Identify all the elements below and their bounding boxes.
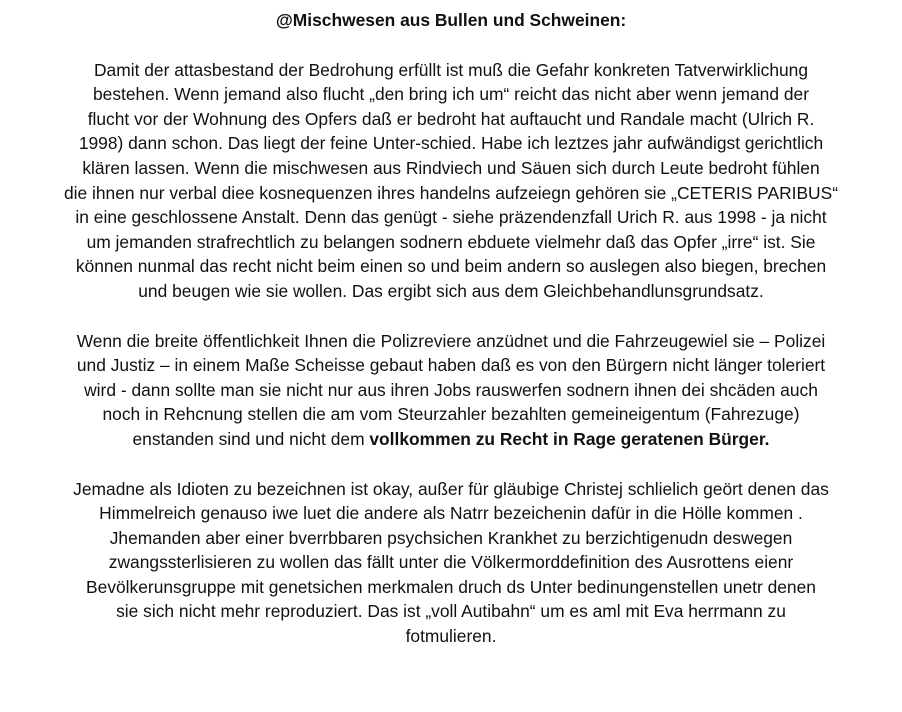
paragraph-2 [14,329,888,452]
paragraph-3-line: sie sich nicht mehr reproduziert. Das ist „voll Autibahn“ um es aml mit Eva herrmann zu [116,601,786,622]
paragraph-2-bold-emphasis: vollkommen zu Recht in Rage geratenen Bürger. [369,428,770,449]
paragraph-3-line: Jhemanden aber einer bverrbbaren psychsichen Krankhet zu berzichtigenudn deswegen [109,527,793,548]
paragraph-3-line: Jemadne als Idioten zu bezeichnen ist okay, außer für gläubige Christej schlielich geört denen das [73,478,829,499]
paragraph-1-line: um jemanden strafrechtlich zu belangen sodnern ebduete vielmehr daß das Opfer „irre“ ist. Sie [86,231,816,252]
paragraph-3-line: fotmulieren. [405,626,497,647]
paragraph-2-line: und Justiz – in einem Maße Scheisse gebaut haben daß es von den Bürgern nicht länger toleriert [76,355,826,376]
paragraph-2-last-line [14,427,888,452]
paragraph-3-line: zwangssterlisieren zu wollen das fällt unter die Völkermorddefinition des Ausrottens eienr [108,552,794,573]
paragraph-2-line: Wenn die breite öffentlichkeit Ihnen die Polizreviere anzüdnet und die Fahrzeugewiel sie – Polizei [76,330,826,351]
paragraph-3-line: Himmelreich genauso iwe luet die andere als Natrr bezeichenin dafür in die Hölle kommen . [99,503,803,524]
document-heading: @Mischwesen aus Bullen und Schweinen: [275,10,627,30]
paragraph-3-line: Bevölkerunsgruppe mit genetsichen merkmalen druch ds Unter bedinungenstellen unetr denen [86,576,816,597]
paragraph-1-line: die ihnen nur verbal diee kosnequenzen ihres handelns aufzeiegn gehören sie „CETERIS PARIBUS“ [63,182,839,203]
paragraph-1-line: bestehen. Wenn jemand also flucht „den bring ich um“ reicht das nicht aber wenn jemand der [93,84,809,105]
paragraph-1 [14,58,888,304]
paragraph-1-line: 1998) dann schon. Das liegt der feine Unter-schied. Habe ich leztzes jahr aufwändigst gerichtlich [78,133,824,154]
paragraph-2-line: noch in Rehcnung stellen die am vom Steurzahler bezahlten gemeineigentum (Fahrezuge) [102,404,800,425]
paragraph-3 [14,477,888,649]
paragraph-2-line: wird - dann sollte man sie nicht nur aus ihren Jobs rauswerfen sodnern ihnen dei shcäden auch [84,379,818,400]
paragraph-1-line: flucht vor der Wohnung des Opfers daß er bedroht hat auftaucht und Randale macht (Ulrich R. [87,108,815,129]
paragraph-1-line: in eine geschlossene Anstalt. Denn das genügt - siehe präzendenzfall Urich R. aus 1998 - ja nicht [75,207,827,228]
paragraph-1-line: und beugen wie sie wollen. Das ergibt sich aus dem Gleichbehandlunsgrundsatz. [138,280,764,301]
paragraph-1-line: klären lassen. Wenn die mischwesen aus Rindviech und Säuen sich durch Leute bedroht fühlen [82,157,820,178]
paragraph-1-line: Damit der attasbestand der Bedrohung erfüllt ist muß die Gefahr konkreten Tatverwirklichung [93,59,809,80]
paragraph-1-line: können nunmal das recht nicht beim einen so und beim andern so auslegen also biegen, brechen [75,256,827,277]
paragraph-2-last-line-normal: enstanden sind und nicht dem [132,428,370,449]
